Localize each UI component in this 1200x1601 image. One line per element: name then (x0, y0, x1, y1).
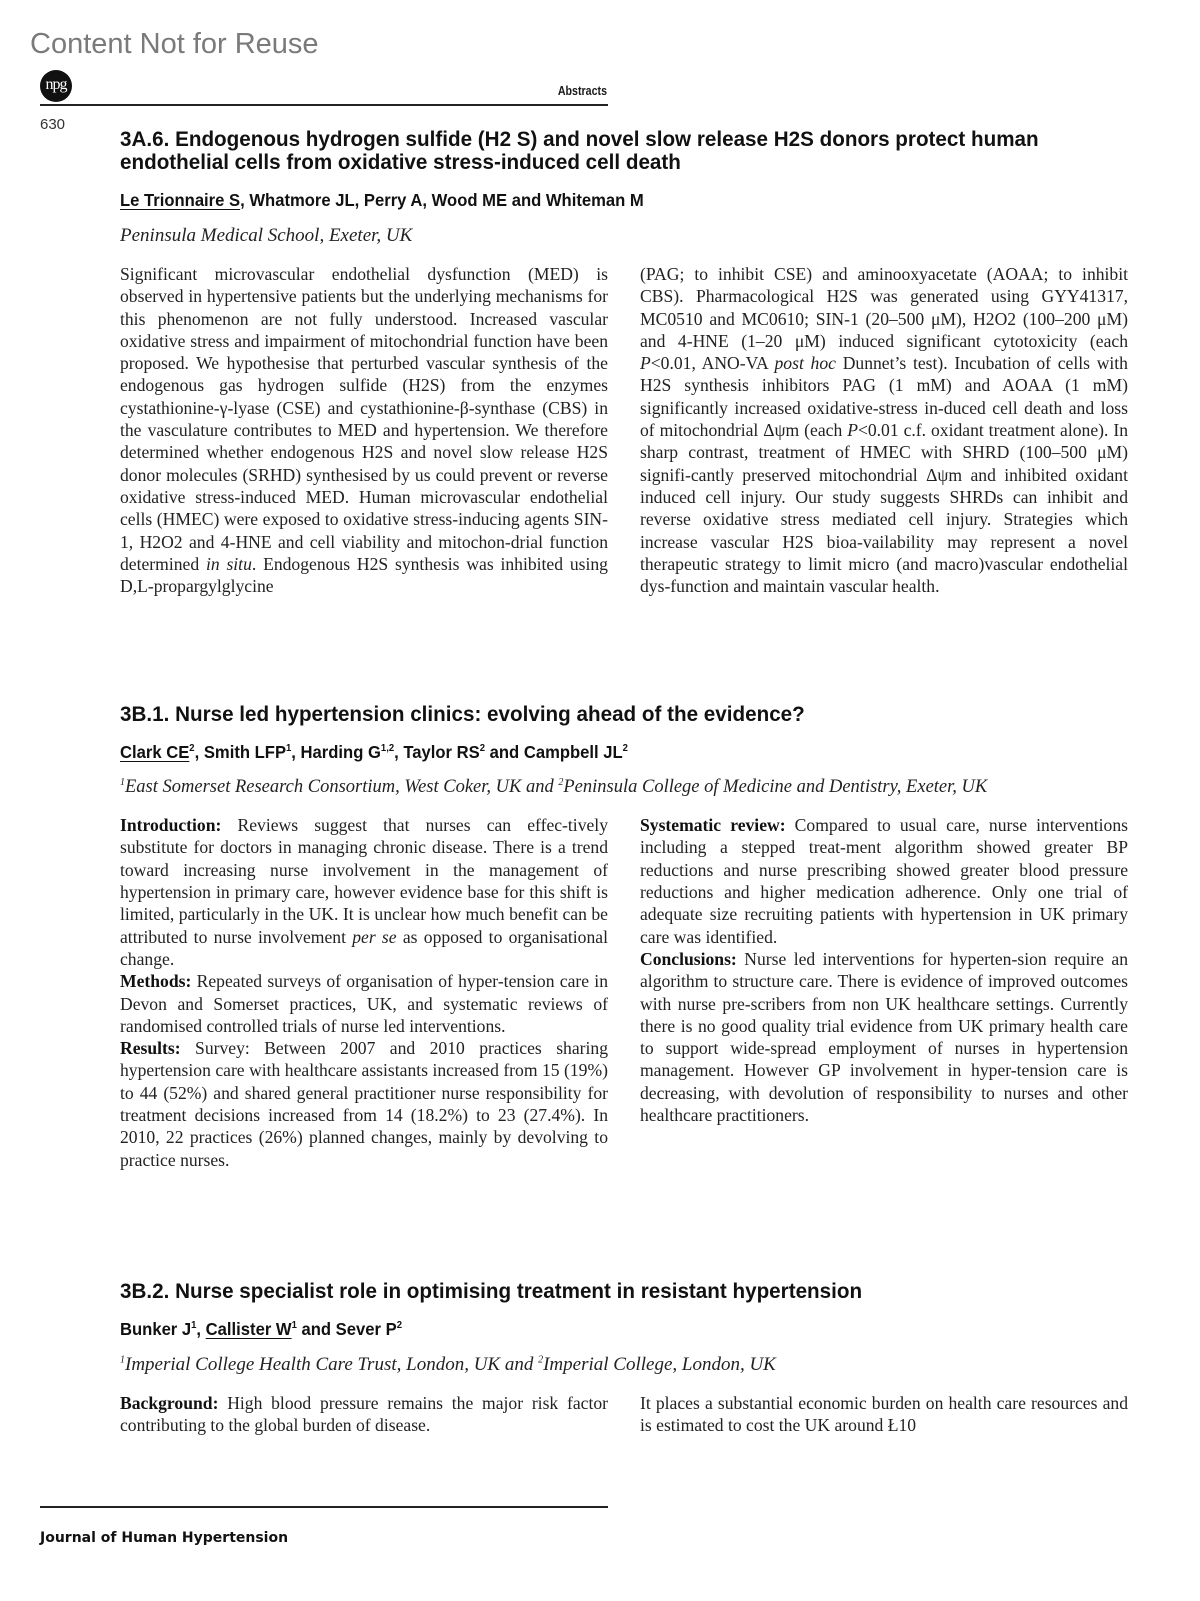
co-authors: , Whatmore JL, Perry A, Wood ME and Whiteman M (240, 190, 644, 210)
presenting-author: Callister W (205, 1319, 292, 1339)
abstract-title: 3B.1. Nurse led hypertension clinics: evolving ahead of the evidence? (120, 702, 805, 726)
author-list: Bunker $J^1$, Callister $W^1$ and Sever $P^2$ (120, 1319, 402, 1339)
background-section: Background: High blood pressure remains the major risk factor contributing to the global burden of disease. (120, 1393, 608, 1436)
affiliation: $^1$Imperial College Health Care Trust, London, UK and $^2$Imperial College, London, UK (120, 1354, 776, 1375)
affiliation: Peninsula Medical School, Exeter, UK (120, 225, 413, 246)
abstract-3b2 (120, 1280, 1128, 1437)
footer-rule (40, 1506, 608, 1508)
author-list (120, 190, 1078, 211)
abstract-3b1 (120, 703, 1128, 1171)
introduction-section: Introduction: Reviews suggest that nurses can effec-tively substitute for doctors in managing chronic disease. There is a trend toward increasing nurse involvement in the management of hypertension in primary care, however evidence base for this shift is limited, particularly in the UK. It is unclear how much benefit can be attributed to nurse involvement per se as opposed to organisational change. (120, 815, 608, 969)
methods-section: Methods: Repeated surveys of organisation of hyper-tension care in Devon and Somerset practices, UK, and systematic reviews of randomised controlled trials of nurse led interventions. (120, 971, 608, 1036)
abstract-title: 3A.6. Endogenous hydrogen sulfide (H2 S) and novel slow release H2S donors protect human endothelial cells from oxidative stress-induced cell death (120, 127, 1039, 174)
left-column (120, 814, 608, 1171)
abstract-body (120, 814, 1128, 1171)
abstract-body (120, 1392, 1128, 1437)
body-paragraph: (PAG; to inhibit CSE) and aminooxyacetate (AOAA; to inhibit CBS). Pharmacological H2S was generated using GYY41317, MC0510 and MC0610; SIN-1 (20–500 μM), H2O2 (100–200 μM) and 4-HNE (1–20 μM) induced significant cytotoxicity (each P<0.01, ANO-VA post hoc Dunnet’s test). Incubation of cells with H2S synthesis inhibitors PAG (1 mM) and AOAA (1 mM) significantly increased oxidative-stress in-duced cell death and loss of mitochondrial Δψm (each P<0.01 c.f. oxidant treatment alone). In sharp contrast, treatment of HMEC with SHRD (100–500 μM) signifi-cantly preserved mitochondrial Δψm and inhibited oxidant induced cell injury. Our study suggests SHRDs can inhibit and reverse oxidative stress mediated cell injury. Strategies which increase vascular H2S bioa-vailability may represent a novel therapeutic strategy to limit micro (and macro)vascular endothelial dys-function and maintain vascular health. (640, 264, 1128, 597)
body-paragraph: Significant microvascular endothelial dysfunction (MED) is observed in hypertensive patients but the underlying mechanisms for this phenomenon are not fully understood. Increased vascular oxidative stress and impairment of mitochondrial function have been proposed. We hypothesise that perturbed vascular synthesis of the endogenous gas hydrogen sulfide (H2S) from the enzymes cystathionine-γ-lyase (CSE) and cystathionine-β-synthase (CBS) in the vasculature contributes to MED and hypertension. We therefore determined whether endogenous H2S and novel slow release H2S donor molecules (SRHD) synthesised by us could prevent or reverse oxidative stress-induced MED. Human microvascular endothelial cells (HMEC) were exposed to oxidative stress-inducing agents SIN-1, H2O2 and 4-HNE and cell viability and mitochon-drial function determined in situ. Endogenous H2S synthesis was inhibited using D,L-propargylglycine (120, 264, 608, 597)
header-rule (40, 104, 608, 106)
left-column (120, 263, 608, 597)
body-paragraph: It places a substantial economic burden on health care resources and is estimated to cost the UK around Ł10 (640, 1393, 1128, 1436)
left-column (120, 1392, 608, 1437)
abstract-3a6 (120, 128, 1128, 597)
presenting-author: Clark CE (120, 742, 190, 762)
page-number: 630 (40, 116, 66, 133)
right-column (640, 263, 1128, 597)
npg-logo: npg (40, 70, 72, 102)
right-column (640, 814, 1128, 1171)
presenting-author: Le Trionnaire S (120, 190, 241, 210)
systematic-review-section: Systematic review: Compared to usual care, nurse interventions including a stepped treat-ment algorithm showed greater BP reductions and nurse prescribing showed greater blood pressure reductions and higher medication adherence. Only one trial of adequate size recruiting patients with hypertension in UK primary care was identified. (640, 815, 1128, 947)
journal-name: Journal of Human Hypertension (40, 1530, 289, 1546)
author-list: Clark $CE^2$, Smith LFP$^1$, Harding G$^{1,2}$, Taylor $RS^2$ and Campbell $JL^2$ (120, 742, 628, 762)
affiliation: $^1$East Somerset Research Consortium, West Coker, UK and $^2$Peninsula College of Medicine and Dentistry, Exeter, UK (120, 777, 988, 798)
abstract-body (120, 263, 1128, 597)
section-label: Abstracts (557, 83, 607, 98)
watermark: Content Not for Reuse (30, 28, 319, 60)
right-column (640, 1392, 1128, 1437)
results-section: Results: Survey: Between 2007 and 2010 practices sharing hypertension care with healthcare assistants increased from 15 (19%) to 44 (52%) and shared general practitioner nurse responsibility for treatment decisions increased from 14 (18.2%) to 23 (27.4%). In 2010, 22 practices (26%) planned changes, mainly by devolving to practice nurses. (120, 1038, 608, 1170)
conclusions-section: Conclusions: Nurse led interventions for hyperten-sion require an algorithm to structure care. There is evidence of improved outcomes with nurse pre-scribers from non UK healthcare settings. Currently there is no good quality trial evidence from UK primary health care to support wide-spread employment of nurses in hypertension management. However GP involvement in hyper-tension care is decreasing, with devolution of responsibility to nurses and other healthcare practitioners. (640, 948, 1128, 1126)
abstract-title: 3B.2. Nurse specialist role in optimising treatment in resistant hypertension (120, 1279, 863, 1303)
